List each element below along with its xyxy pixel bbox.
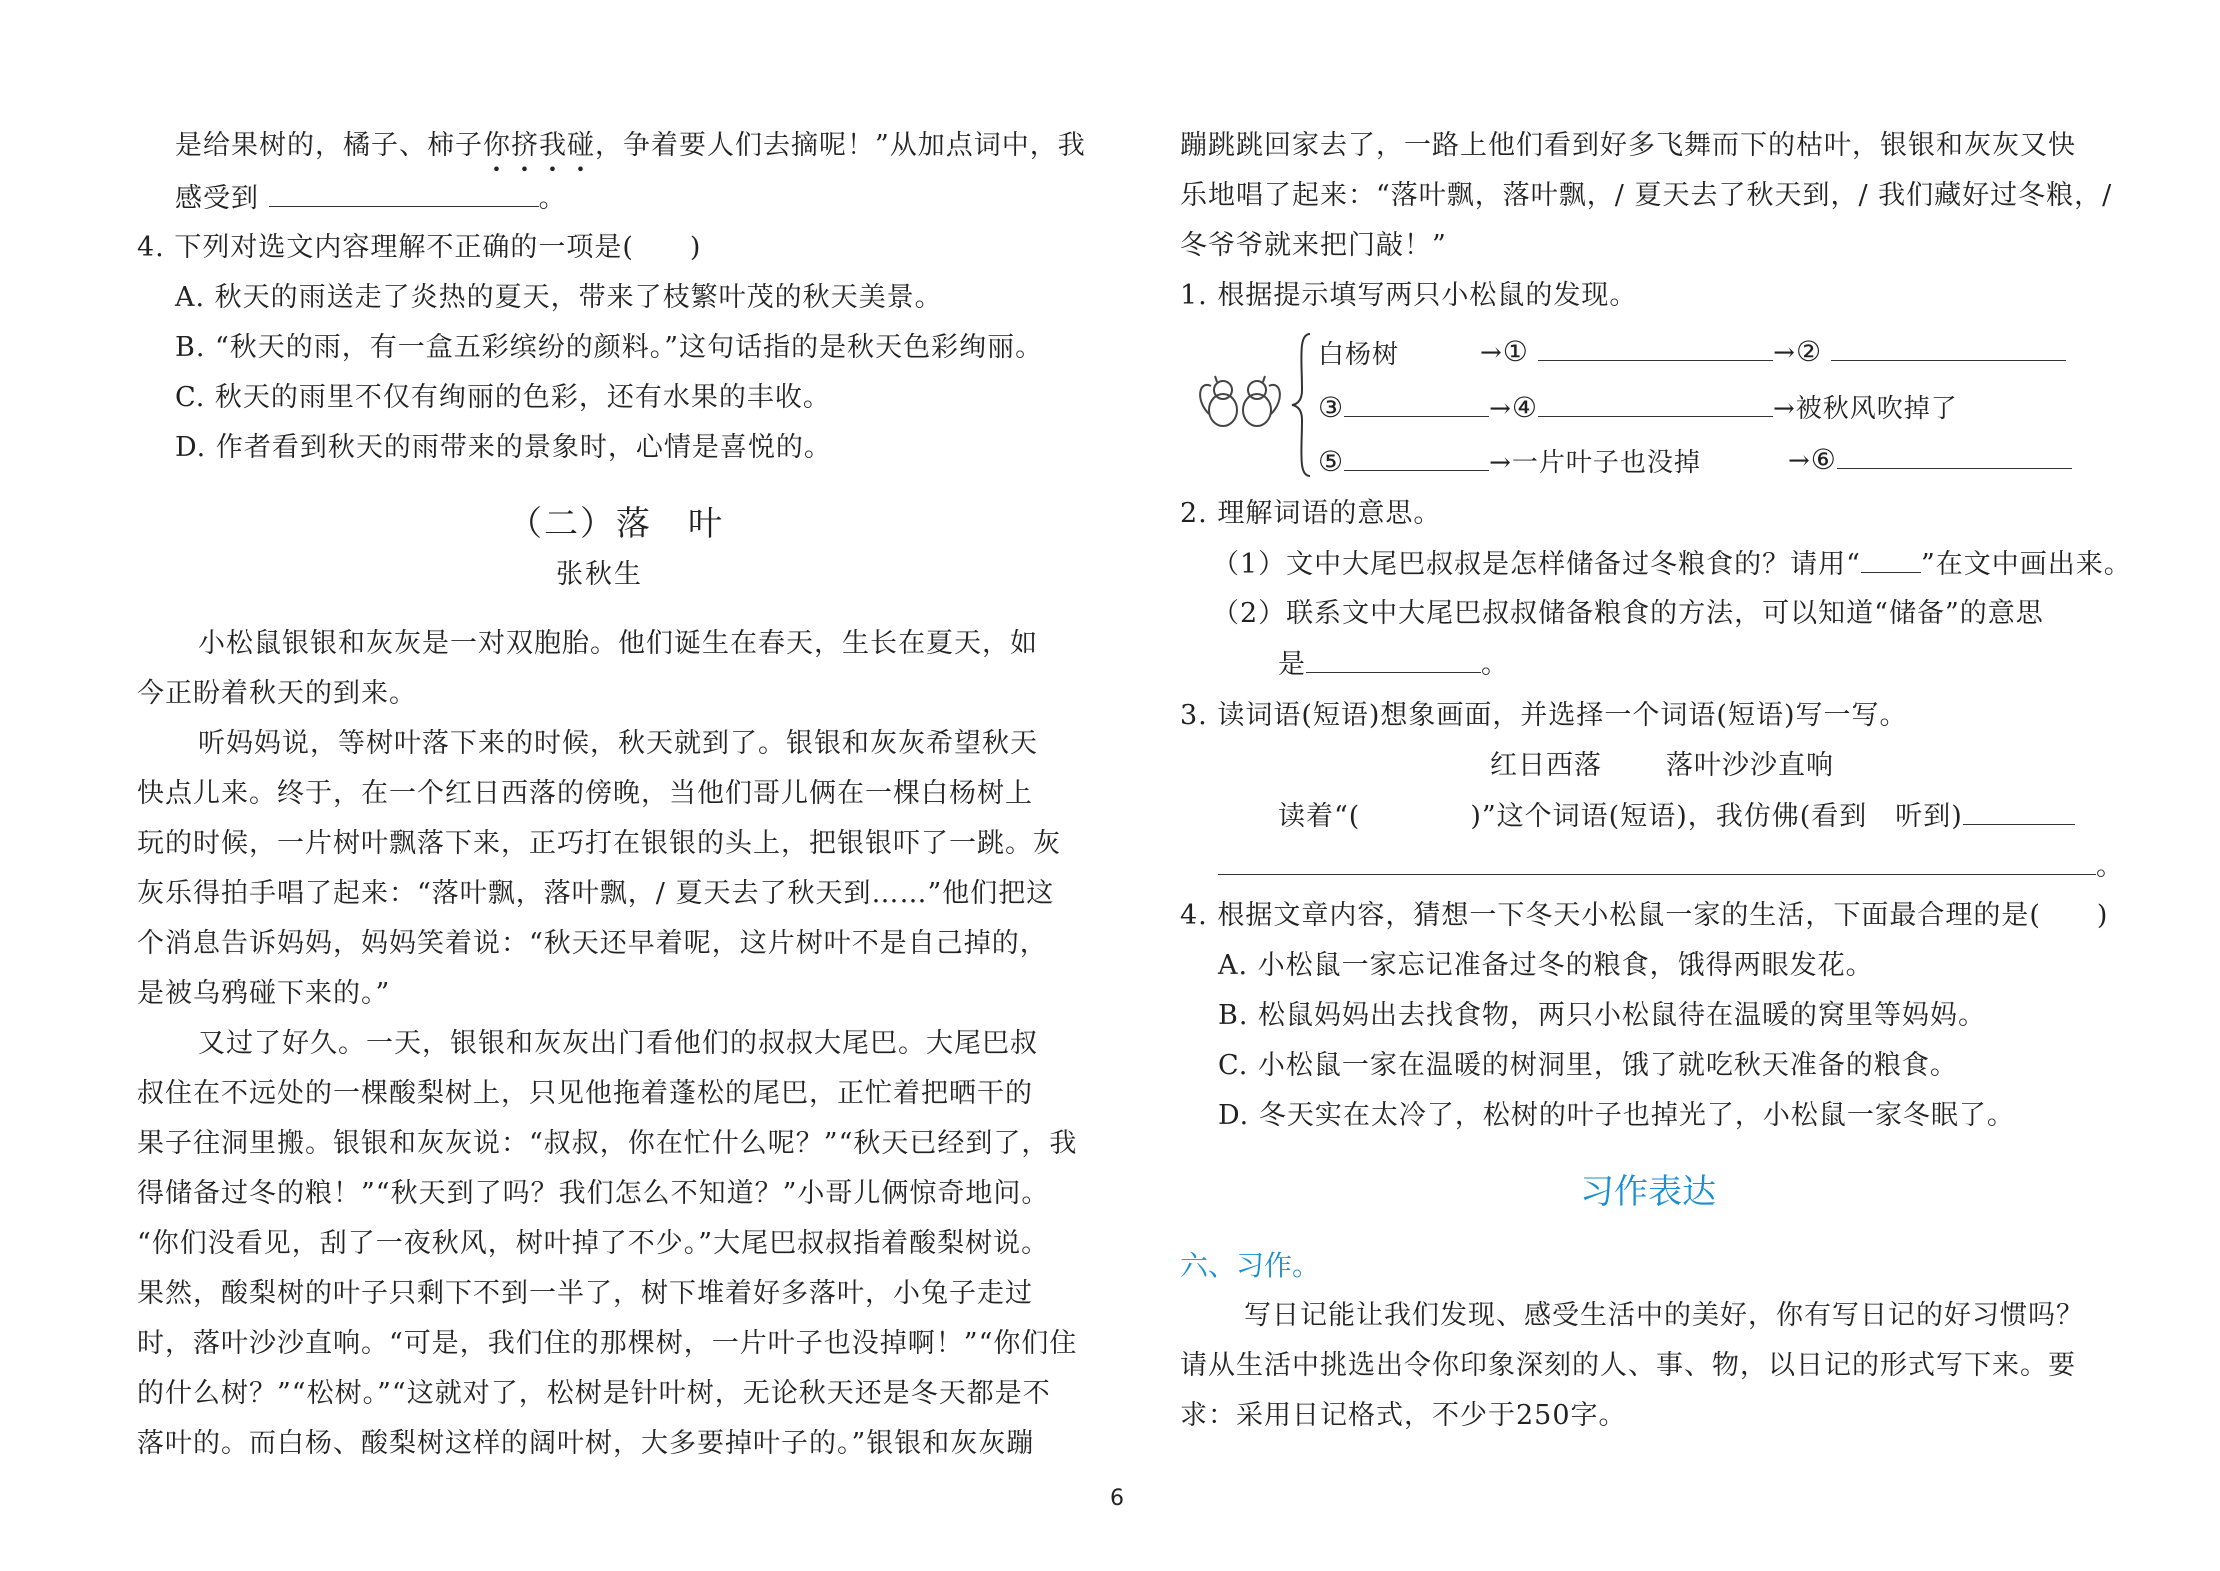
flow-row-3: ⑤ →一片叶子也没掉 xyxy=(1318,445,1701,478)
question-3: 3. 读词语(短语)想象画面，并选择一个词语(短语)写一写。 xyxy=(1180,700,1908,731)
story-line: 的什么树？”“松树。”“这就对了，松树是针叶树，无论秋天还是冬天都是不 xyxy=(137,1378,1051,1409)
story-title: （二）落 叶 xyxy=(508,504,724,544)
essay-line: 请从生活中挑选出令你印象深刻的人、事、物，以日记的形式写下来。要 xyxy=(1180,1350,2076,1381)
story-line: 落叶的。而白杨、酸梨树这样的阔叶树，大多要掉叶子的。”银银和灰灰蹦 xyxy=(137,1428,1035,1459)
answer-blank[interactable] xyxy=(1344,444,1489,471)
option-a[interactable]: A. 秋天的雨送走了炎热的夏天，带来了枝繁叶茂的秋天美景。 xyxy=(175,282,943,313)
text-line: 是给果树的，橘子、柿子你挤我碰，争着要人们去摘呢！”从加点词中，我 xyxy=(175,130,1086,161)
question-4: 4. 根据文章内容，猜想一下冬天小松鼠一家的生活，下面最合理的是( ) xyxy=(1180,900,2109,931)
phrase-2[interactable]: 落叶沙沙直响 xyxy=(1666,750,1834,781)
essay-line: 写日记能让我们发现、感受生活中的美好，你有写日记的好习惯吗？ xyxy=(1244,1300,2084,1331)
answer-blank[interactable] xyxy=(1861,546,1921,573)
story-line: 果子往洞里搬。银银和灰灰说：“叔叔，你在忙什么呢？”“秋天已经到了，我 xyxy=(137,1128,1078,1159)
option-d[interactable]: D. 作者看到秋天的雨带来的景象时，心情是喜悦的。 xyxy=(175,432,832,463)
story-line: 玩的时候，一片树叶飘落下来，正巧打在银银的头上，把银银吓了一跳。灰 xyxy=(137,828,1061,859)
story-line: 叔住在不远处的一棵酸梨树上，只见他拖着蓬松的尾巴，正忙着把晒干的 xyxy=(137,1078,1033,1109)
page-number: 6 xyxy=(1110,1486,1124,1511)
story-line: 时，落叶沙沙直响。“可是，我们住的那棵树，一片叶子也没掉啊！”“你们住 xyxy=(137,1328,1078,1359)
story-line: 今正盼着秋天的到来。 xyxy=(137,678,417,709)
story-line: “你们没看见，刮了一夜秋风，树叶掉了不少。”大尾巴叔叔指着酸梨树说。 xyxy=(137,1228,1050,1259)
subsection-title: 六、习作。 xyxy=(1180,1249,1321,1282)
story-line: 得储备过冬的粮！”“秋天到了吗？我们怎么不知道？”小哥儿俩惊奇地问。 xyxy=(137,1178,1050,1209)
answer-blank[interactable] xyxy=(1538,390,1773,417)
brace-icon xyxy=(1290,330,1314,480)
text-line: 感受到 。 xyxy=(175,180,567,217)
story-author: 张秋生 xyxy=(556,559,643,590)
essay-line: 求：采用日记格式，不少于250字。 xyxy=(1180,1400,1627,1431)
option-d[interactable]: D. 冬天实在太冷了，松树的叶子也掉光了，小松鼠一家冬眠了。 xyxy=(1218,1100,2015,1131)
answer-blank[interactable] xyxy=(1344,390,1489,417)
story-line: 是被乌鸦碰下来的。” xyxy=(137,978,391,1009)
flow-row-2: ③ →④ →被秋风吹掉了 xyxy=(1318,391,1958,424)
question-3-line: 读着“( )”这个词语(短语)，我仿佛(看到 听到) xyxy=(1278,798,2075,835)
question-2-2: （2）联系文中大尾巴叔叔储备粮食的方法，可以知道“储备”的意思 xyxy=(1212,598,2044,629)
answer-blank[interactable] xyxy=(1837,442,2072,469)
option-a[interactable]: A. 小松鼠一家忘记准备过冬的粮食，饿得两眼发花。 xyxy=(1218,950,1874,981)
flow-row-1-items: →① →② xyxy=(1480,334,2066,368)
story-line: 果然，酸梨树的叶子只剩下不到一半了，树下堆着好多落叶，小兔子走过 xyxy=(137,1278,1033,1309)
option-b[interactable]: B. 松鼠妈妈出去找食物，两只小松鼠待在温暖的窝里等妈妈。 xyxy=(1218,1000,1987,1031)
story-line: 听妈妈说，等树叶落下来的时候，秋天就到了。银银和灰灰希望秋天 xyxy=(198,728,1038,759)
section-title: 习作表达 xyxy=(1580,1172,1716,1212)
answer-blank[interactable] xyxy=(1963,798,2075,825)
story-line: 灰乐得拍手唱了起来：“落叶飘，落叶飘，/ 夏天去了秋天到……”他们把这 xyxy=(137,878,1055,909)
answer-blank[interactable] xyxy=(1306,646,1481,673)
option-c[interactable]: C. 秋天的雨里不仅有绚丽的色彩，还有水果的丰收。 xyxy=(175,382,831,413)
question-4: 4. 下列对选文内容理解不正确的一项是( ) xyxy=(137,232,702,263)
option-c[interactable]: C. 小松鼠一家在温暖的树洞里，饿了就吃秋天准备的粮食。 xyxy=(1218,1050,1958,1081)
question-2: 2. 理解词语的意思。 xyxy=(1180,498,1442,529)
story-line: 蹦跳跳回家去了，一路上他们看到好多飞舞而下的枯叶，银银和灰灰又快 xyxy=(1180,130,2076,161)
story-line: 又过了好久。一天，银银和灰灰出门看他们的叔叔大尾巴。大尾巴叔 xyxy=(198,1028,1038,1059)
answer-blank[interactable] xyxy=(1831,334,2066,361)
story-line: 快点儿来。终于，在一个红日西落的傍晚，当他们哥儿俩在一棵白杨树上 xyxy=(137,778,1033,809)
option-b[interactable]: B. “秋天的雨，有一盒五彩缤纷的颜料。”这句话指的是秋天色彩绚丽。 xyxy=(175,332,1044,363)
story-line: 个消息告诉妈妈，妈妈笑着说：“秋天还早着呢，这片树叶不是自己掉的， xyxy=(137,928,1048,959)
squirrel-icon xyxy=(1195,370,1290,440)
phrase-1[interactable]: 红日西落 xyxy=(1490,750,1602,781)
question-2-2-answer: 是 。 xyxy=(1278,646,1509,683)
flow-row-3-end: →⑥ xyxy=(1788,442,2072,476)
question-3-line-2: 。 xyxy=(1218,848,2124,885)
flow-row-1: 白杨树 xyxy=(1318,340,1400,370)
question-2-1: （1）文中大尾巴叔叔是怎样储备过冬粮食的？请用“ ”在文中画出来。 xyxy=(1212,546,2132,583)
story-line: 冬爷爷就来把门敲！” xyxy=(1180,230,1447,261)
story-line: 乐地唱了起来：“落叶飘，落叶飘，/ 夏天去了秋天到，/ 我们藏好过冬粮，/ xyxy=(1180,180,2113,211)
answer-blank[interactable] xyxy=(1218,848,2096,875)
answer-blank[interactable] xyxy=(269,180,539,207)
answer-blank[interactable] xyxy=(1538,334,1773,361)
story-line: 小松鼠银银和灰灰是一对双胞胎。他们诞生在春天，生长在夏天，如 xyxy=(198,628,1038,659)
question-1: 1. 根据提示填写两只小松鼠的发现。 xyxy=(1180,280,1638,311)
